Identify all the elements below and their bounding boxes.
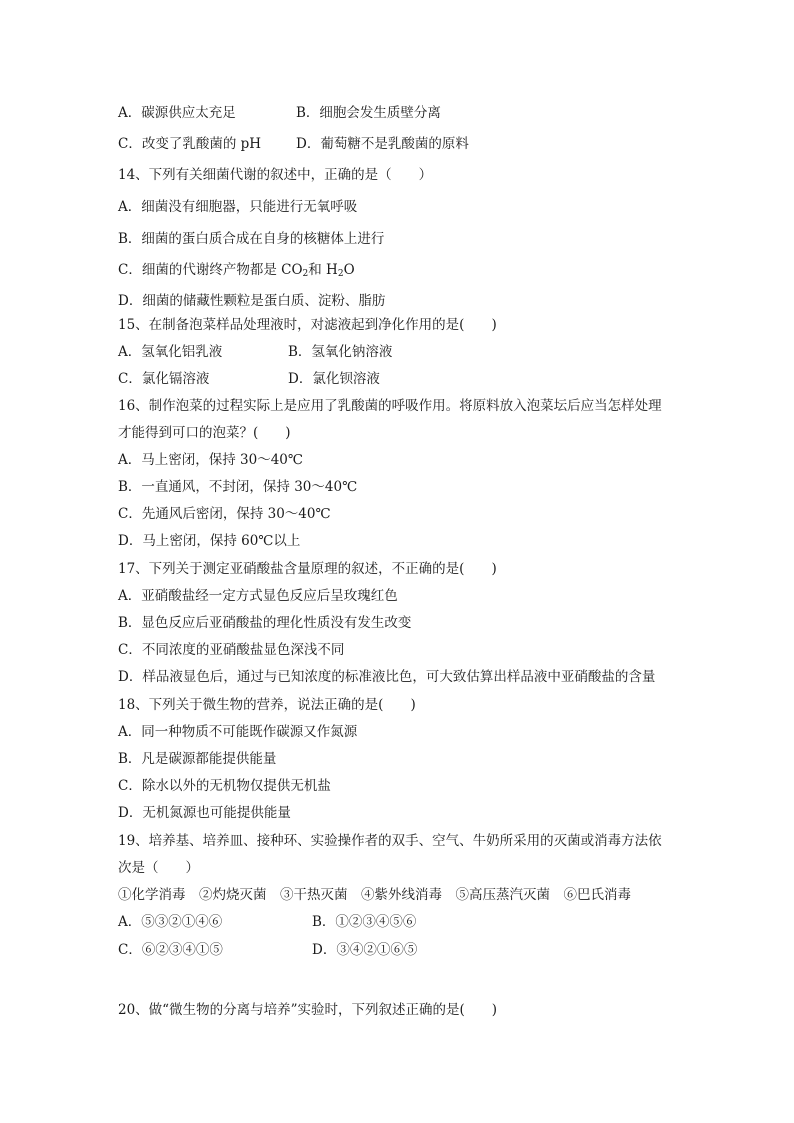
q18-option-d: D．无机氮源也可能提供能量 bbox=[118, 805, 291, 821]
q17-option-b: B．显色反应后亚硝酸盐的理化性质没有发生改变 bbox=[118, 615, 412, 631]
q14-option-c-text-3: O bbox=[343, 262, 355, 278]
q15-stem: 15、在制备泡菜样品处理液时，对滤液起到净化作用的是( ) bbox=[118, 317, 497, 333]
q16-option-c: C．先通风后密闭，保持 30～40℃ bbox=[118, 506, 331, 522]
q18-option-b: B．凡是碳源都能提供能量 bbox=[118, 751, 277, 767]
q19-options-row1 bbox=[118, 914, 417, 930]
q20-stem: 20、做“微生物的分离与培养”实验时，下列叙述正确的是( ) bbox=[118, 1002, 498, 1018]
q14-stem: 14、下列有关细菌代谢的叙述中，正确的是（ ） bbox=[118, 167, 433, 183]
q14-option-c-text-2: 和 H bbox=[308, 262, 338, 278]
q14-option-c-sub-2: 2 bbox=[337, 269, 344, 279]
q18-option-a: A．同一种物质不可能既作碳源又作氮源 bbox=[118, 724, 358, 740]
q19-option-a: A．⑤③②①④⑥ bbox=[118, 914, 223, 930]
q15-option-b: B．氢氧化钠溶液 bbox=[288, 344, 393, 360]
q14-option-d: D．细菌的储藏性颗粒是蛋白质、淀粉、脂肪 bbox=[118, 293, 386, 309]
q13-options-row2 bbox=[118, 136, 469, 152]
q19-methods: ①化学消毒 ②灼烧灭菌 ③干热灭菌 ④紫外线消毒 ⑤高压蒸汽灭菌 ⑥巴氏消毒 bbox=[118, 887, 631, 903]
q18-option-c: C．除水以外的无机物仅提供无机盐 bbox=[118, 778, 331, 794]
q15-option-a: A．氢氧化铝乳液 bbox=[118, 344, 223, 360]
q19-option-d: D．③④②①⑥⑤ bbox=[312, 942, 418, 958]
q19-stem-line2: 次是（ ） bbox=[118, 860, 199, 876]
q19-option-c: C．⑥②③④①⑤ bbox=[118, 942, 223, 958]
q13-option-c: C．改变了乳酸菌的 pH bbox=[118, 136, 262, 152]
q15-options-row1 bbox=[118, 344, 393, 360]
q19-options-row2 bbox=[118, 942, 418, 958]
q18-stem: 18、下列关于微生物的营养，说法正确的是( ) bbox=[118, 697, 416, 713]
q15-options-row2 bbox=[118, 371, 380, 387]
q13-option-a: A．碳源供应太充足 bbox=[118, 105, 236, 121]
q13-option-b: B．细胞会发生质壁分离 bbox=[296, 105, 441, 121]
q16-option-a: A．马上密闭，保持 30～40℃ bbox=[118, 452, 303, 468]
q14-option-b: B．细菌的蛋白质合成在自身的核糖体上进行 bbox=[118, 231, 385, 247]
q13-options-row1 bbox=[118, 105, 441, 121]
q16-option-b: B．一直通风，不封闭，保持 30～40℃ bbox=[118, 479, 358, 495]
q14-option-a: A．细菌没有细胞器，只能进行无氧呼吸 bbox=[118, 199, 358, 215]
q16-stem-line2: 才能得到可口的泡菜？( ) bbox=[118, 425, 291, 441]
q16-stem-line1: 16、制作泡菜的过程实际上是应用了乳酸菌的呼吸作用。将原料放入泡菜坛后应当怎样处理 bbox=[118, 398, 662, 414]
q15-option-d: D．氯化钡溶液 bbox=[288, 371, 380, 387]
q14-option-c bbox=[118, 262, 355, 278]
q19-stem-line1: 19、培养基、培养皿、接种环、实验操作者的双手、空气、牛奶所采用的灭菌或消毒方法依 bbox=[118, 833, 662, 849]
q19-option-b: B．①②③④⑤⑥ bbox=[312, 914, 417, 930]
q16-option-d: D．马上密闭，保持 60℃以上 bbox=[118, 533, 301, 549]
q13-option-d: D．葡萄糖不是乳酸菌的原料 bbox=[296, 136, 469, 152]
q17-option-a: A．亚硝酸盐经一定方式显色反应后呈玫瑰红色 bbox=[118, 588, 398, 604]
q14-option-c-sub-1: 2 bbox=[302, 269, 309, 279]
q14-option-c-text-1: C．细菌的代谢终产物都是 CO bbox=[118, 262, 303, 278]
q17-option-d: D．样品液显色后，通过与已知浓度的标准液比色，可大致估算出样品液中亚硝酸盐的含量 bbox=[118, 669, 656, 685]
q17-option-c: C．不同浓度的亚硝酸盐显色深浅不同 bbox=[118, 642, 345, 658]
q15-option-c: C．氯化镉溶液 bbox=[118, 371, 210, 387]
q17-stem: 17、下列关于测定亚硝酸盐含量原理的叙述，不正确的是( ) bbox=[118, 561, 497, 577]
